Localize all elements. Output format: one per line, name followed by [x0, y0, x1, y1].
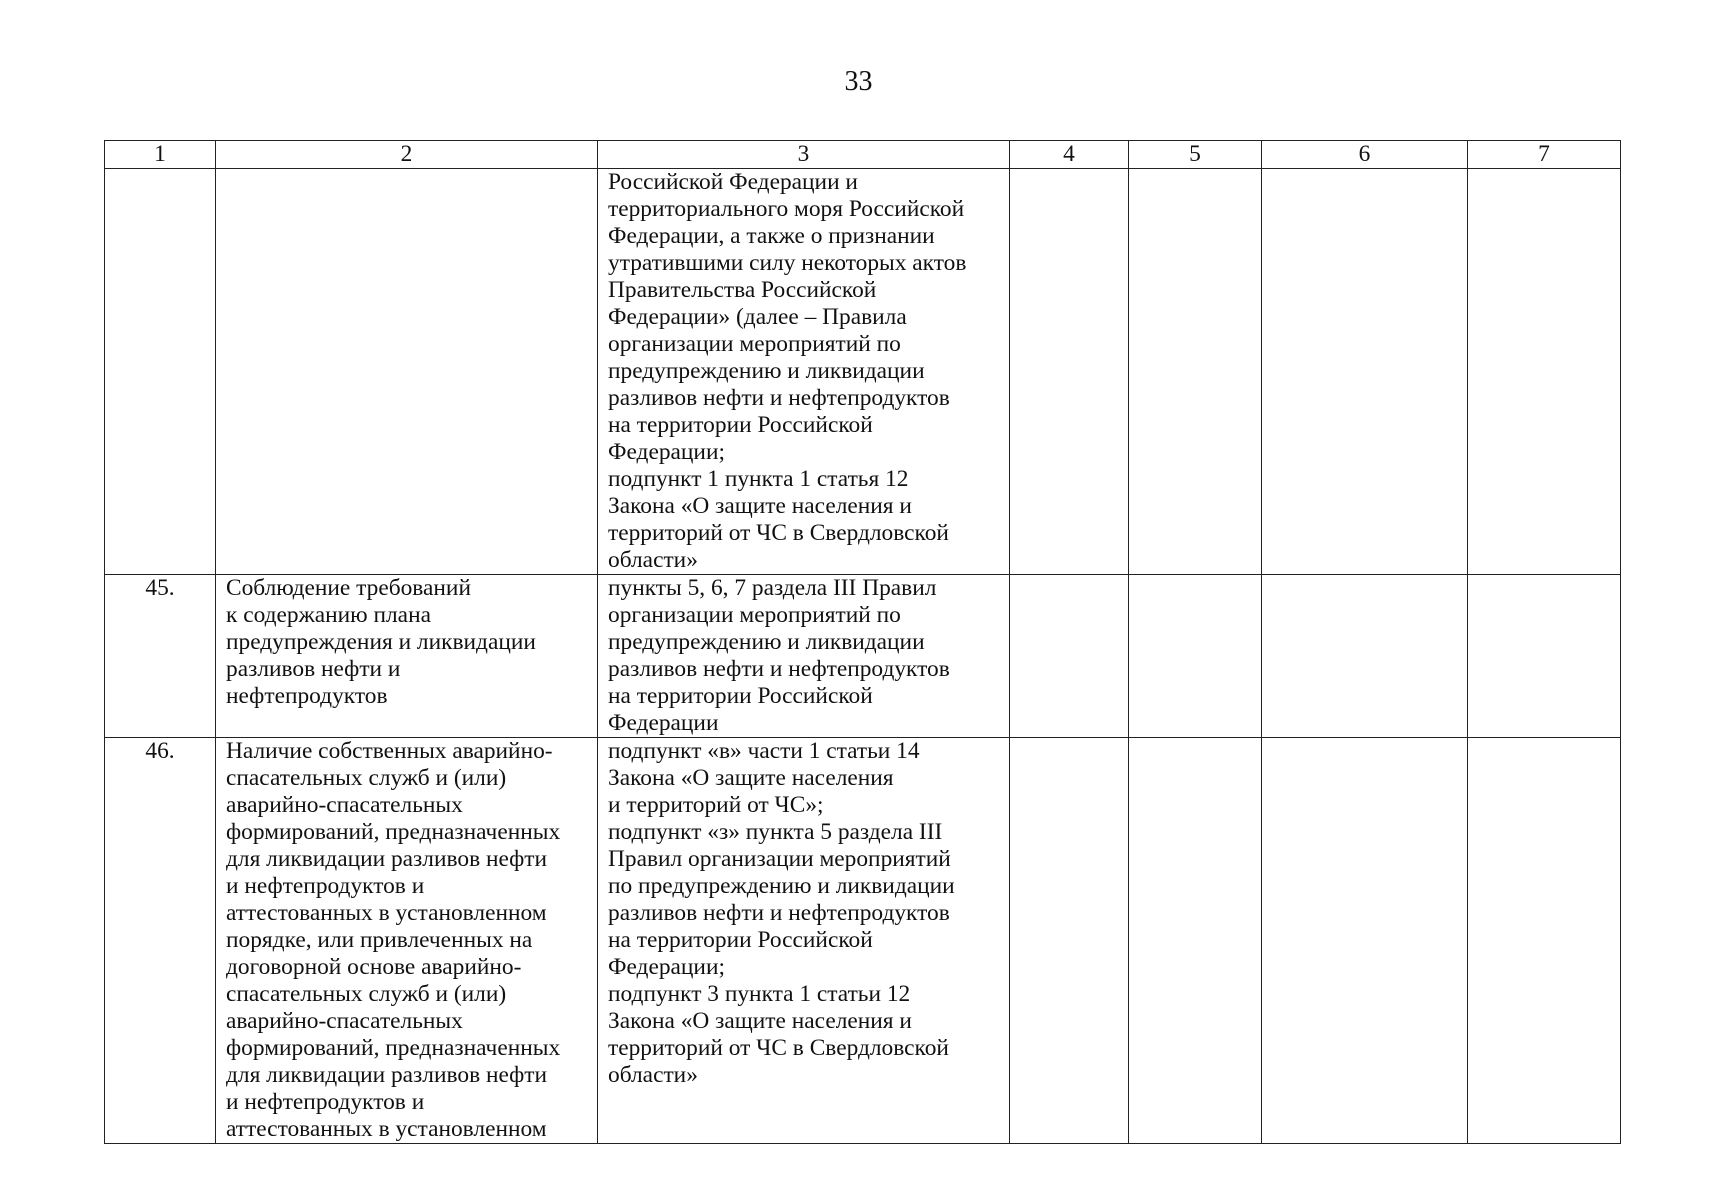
- column-header: 2: [216, 141, 598, 169]
- reference-text-line: утратившими силу некоторых актов: [608, 250, 967, 276]
- requirement-text-line: Наличие собственных аварийно-: [226, 738, 553, 764]
- reference-text-line: территориального моря Российской: [608, 196, 965, 222]
- reference-text-line: Федерации;: [608, 954, 725, 980]
- empty-cell-col-6: [1262, 575, 1468, 738]
- reference-text-line: подпункт 3 пункта 1 статьи 12: [608, 981, 911, 1007]
- reference-text-line: Правительства Российской: [608, 277, 877, 303]
- empty-cell-col-4: [1010, 169, 1129, 575]
- legal-reference-cell: [598, 169, 1010, 575]
- requirement-text-line: и нефтепродуктов и: [226, 873, 425, 899]
- requirement-text-line: формирований, предназначенных: [226, 819, 561, 845]
- reference-text-line: Российской Федерации и: [608, 169, 858, 195]
- reference-text-line: организации мероприятий по: [608, 602, 901, 628]
- reference-text-line: подпункт 1 пункта 1 статья 12: [608, 466, 909, 492]
- requirement-text-line: предупреждения и ликвидации: [226, 629, 536, 655]
- column-header: 1: [105, 141, 216, 169]
- header-row: [105, 141, 1621, 169]
- requirement-text-line: формирований, предназначенных: [226, 1035, 561, 1061]
- requirement-text-line: Соблюдение требований: [226, 575, 471, 601]
- requirement-text-line: нефтепродуктов: [226, 683, 388, 709]
- reference-text-line: предупреждению и ликвидации: [608, 358, 925, 384]
- empty-cell-col-5: [1129, 169, 1262, 575]
- table-row: [105, 738, 1621, 1144]
- empty-cell-col-5: [1129, 575, 1262, 738]
- reference-text-line: Федерации;: [608, 439, 725, 465]
- legal-reference-cell: [598, 575, 1010, 738]
- empty-cell-col-4: [1010, 738, 1129, 1144]
- empty-cell-col-4: [1010, 575, 1129, 738]
- reference-text-line: Правил организации мероприятий: [608, 846, 951, 872]
- reference-text-line: по предупреждению и ликвидации: [608, 873, 955, 899]
- reference-text-line: разливов нефти и нефтепродуктов: [608, 900, 950, 926]
- empty-cell-col-6: [1262, 169, 1468, 575]
- reference-text-line: области»: [608, 547, 698, 573]
- reference-text-line: Закона «О защите населения: [608, 765, 894, 791]
- reference-text-line: организации мероприятий по: [608, 331, 901, 357]
- requirement-text-line: и нефтепродуктов и: [226, 1089, 425, 1115]
- reference-text-line: Закона «О защите населения и: [608, 1008, 912, 1034]
- requirement-cell: [216, 575, 598, 738]
- column-header: 7: [1468, 141, 1621, 169]
- column-header: 4: [1010, 141, 1129, 169]
- reference-text-line: Федерации, а также о признании: [608, 223, 935, 249]
- table-row: [105, 169, 1621, 575]
- reference-text-line: предупреждению и ликвидации: [608, 629, 925, 655]
- empty-cell-col-7: [1468, 738, 1621, 1144]
- requirement-text-line: аттестованных в установленном: [226, 900, 547, 926]
- empty-cell-col-6: [1262, 738, 1468, 1144]
- column-header: 5: [1129, 141, 1262, 169]
- empty-cell-col-5: [1129, 738, 1262, 1144]
- requirement-cell: [216, 169, 598, 575]
- column-header: 6: [1262, 141, 1468, 169]
- column-header: 3: [598, 141, 1010, 169]
- reference-text-line: пункты 5, 6, 7 раздела III Правил: [608, 575, 937, 601]
- requirement-text-line: аттестованных в установленном: [226, 1116, 547, 1142]
- requirement-text-line: аварийно-спасательных: [226, 792, 463, 818]
- reference-text-line: территорий от ЧС в Свердловской: [608, 1035, 949, 1061]
- requirement-text-line: договорной основе аварийно-: [226, 954, 522, 980]
- row-number-cell: 46.: [105, 738, 216, 1144]
- reference-text-line: на территории Российской: [608, 683, 873, 709]
- reference-text-line: области»: [608, 1062, 698, 1088]
- empty-cell-col-7: [1468, 575, 1621, 738]
- reference-text-line: территорий от ЧС в Свердловской: [608, 520, 949, 546]
- requirement-text-line: разливов нефти и: [226, 656, 401, 682]
- requirement-cell: [216, 738, 598, 1144]
- reference-text-line: подпункт «з» пункта 5 раздела III: [608, 819, 943, 845]
- reference-text-line: разливов нефти и нефтепродуктов: [608, 656, 950, 682]
- empty-cell-col-7: [1468, 169, 1621, 575]
- reference-text-line: разливов нефти и нефтепродуктов: [608, 385, 950, 411]
- requirement-text-line: порядке, или привлеченных на: [226, 927, 533, 953]
- reference-text-line: подпункт «в» части 1 статьи 14: [608, 738, 920, 764]
- reference-text-line: на территории Российской: [608, 412, 873, 438]
- requirements-table: [104, 140, 1621, 1144]
- page-number: 33: [844, 66, 873, 97]
- reference-text-line: Закона «О защите населения и: [608, 493, 912, 519]
- reference-text-line: на территории Российской: [608, 927, 873, 953]
- requirement-text-line: спасательных служб и (или): [226, 981, 507, 1007]
- row-number-cell: [105, 169, 216, 575]
- requirement-text-line: для ликвидации разливов нефти: [226, 1062, 548, 1088]
- legal-reference-cell: [598, 738, 1010, 1144]
- requirement-text-line: к содержанию плана: [226, 602, 431, 628]
- reference-text-line: и территорий от ЧС»;: [608, 792, 824, 818]
- reference-text-line: Федерации» (далее – Правила: [608, 304, 907, 330]
- table-row: [105, 575, 1621, 738]
- requirement-text-line: аварийно-спасательных: [226, 1008, 463, 1034]
- row-number-cell: 45.: [105, 575, 216, 738]
- requirement-text-line: для ликвидации разливов нефти: [226, 846, 548, 872]
- reference-text-line: Федерации: [608, 710, 719, 736]
- requirement-text-line: спасательных служб и (или): [226, 765, 507, 791]
